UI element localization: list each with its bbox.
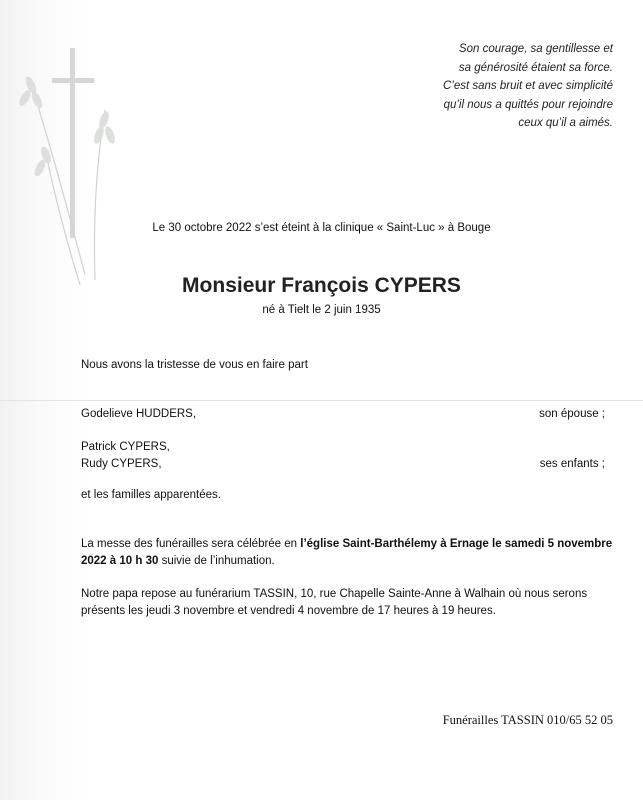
children-relation: ses enfants ;	[539, 458, 605, 470]
funeral-home-info: Notre papa repose au funérarium TASSIN, 10, rue Chapelle Sainte-Anne à Walhain où nous serons	[81, 588, 588, 600]
mass-time: 2022 à 10 h 30	[81, 555, 159, 567]
child-name: Rudy CYPERS,	[81, 458, 162, 470]
birth-info: né à Tielt le 2 juin 1935	[262, 304, 381, 316]
mass-text: suivie de l’inhumation.	[158, 555, 275, 567]
funeral-home-info: présents les jeudi 3 novembre et vendredi 4 novembre de 17 heures à 19 heures.	[81, 605, 496, 617]
death-announcement: Le 30 octobre 2022 s’est éteint à la clinique « Saint-Luc » à Bouge	[152, 222, 491, 234]
fold-line	[0, 400, 643, 401]
intro-text: Nous avons la tristesse de vous en faire part	[81, 359, 308, 371]
quote-line: Son courage, sa gentillesse et	[458, 43, 613, 55]
related-families: et les familles apparentées.	[81, 489, 221, 501]
mass-info	[81, 538, 612, 550]
mass-text: La messe des funérailles sera célébrée en	[81, 538, 301, 550]
mass-info-cont	[81, 555, 275, 567]
quote-line: C’est sans bruit et avec simplicité	[442, 80, 613, 92]
spouse-name: Godelieve HUDDERS,	[81, 408, 197, 420]
quote-line: ceux qu’il a aimés.	[518, 117, 613, 129]
deceased-name: Monsieur François CYPERS	[182, 274, 461, 297]
epitaph-quote	[353, 40, 613, 133]
funeral-director-signature: Funérailles TASSIN 010/65 52 05	[442, 713, 613, 727]
child-name: Patrick CYPERS,	[81, 441, 170, 453]
quote-line: qu’il nous a quittés pour rejoindre	[443, 98, 613, 111]
cross-and-wheat-icon	[0, 40, 120, 290]
spouse-relation: son épouse ;	[539, 408, 605, 420]
mass-location-date: l’église Saint-Barthélemy à Ernage le samedi 5 novembre	[300, 538, 613, 550]
quote-line: sa générosité étaient sa force.	[458, 61, 613, 74]
